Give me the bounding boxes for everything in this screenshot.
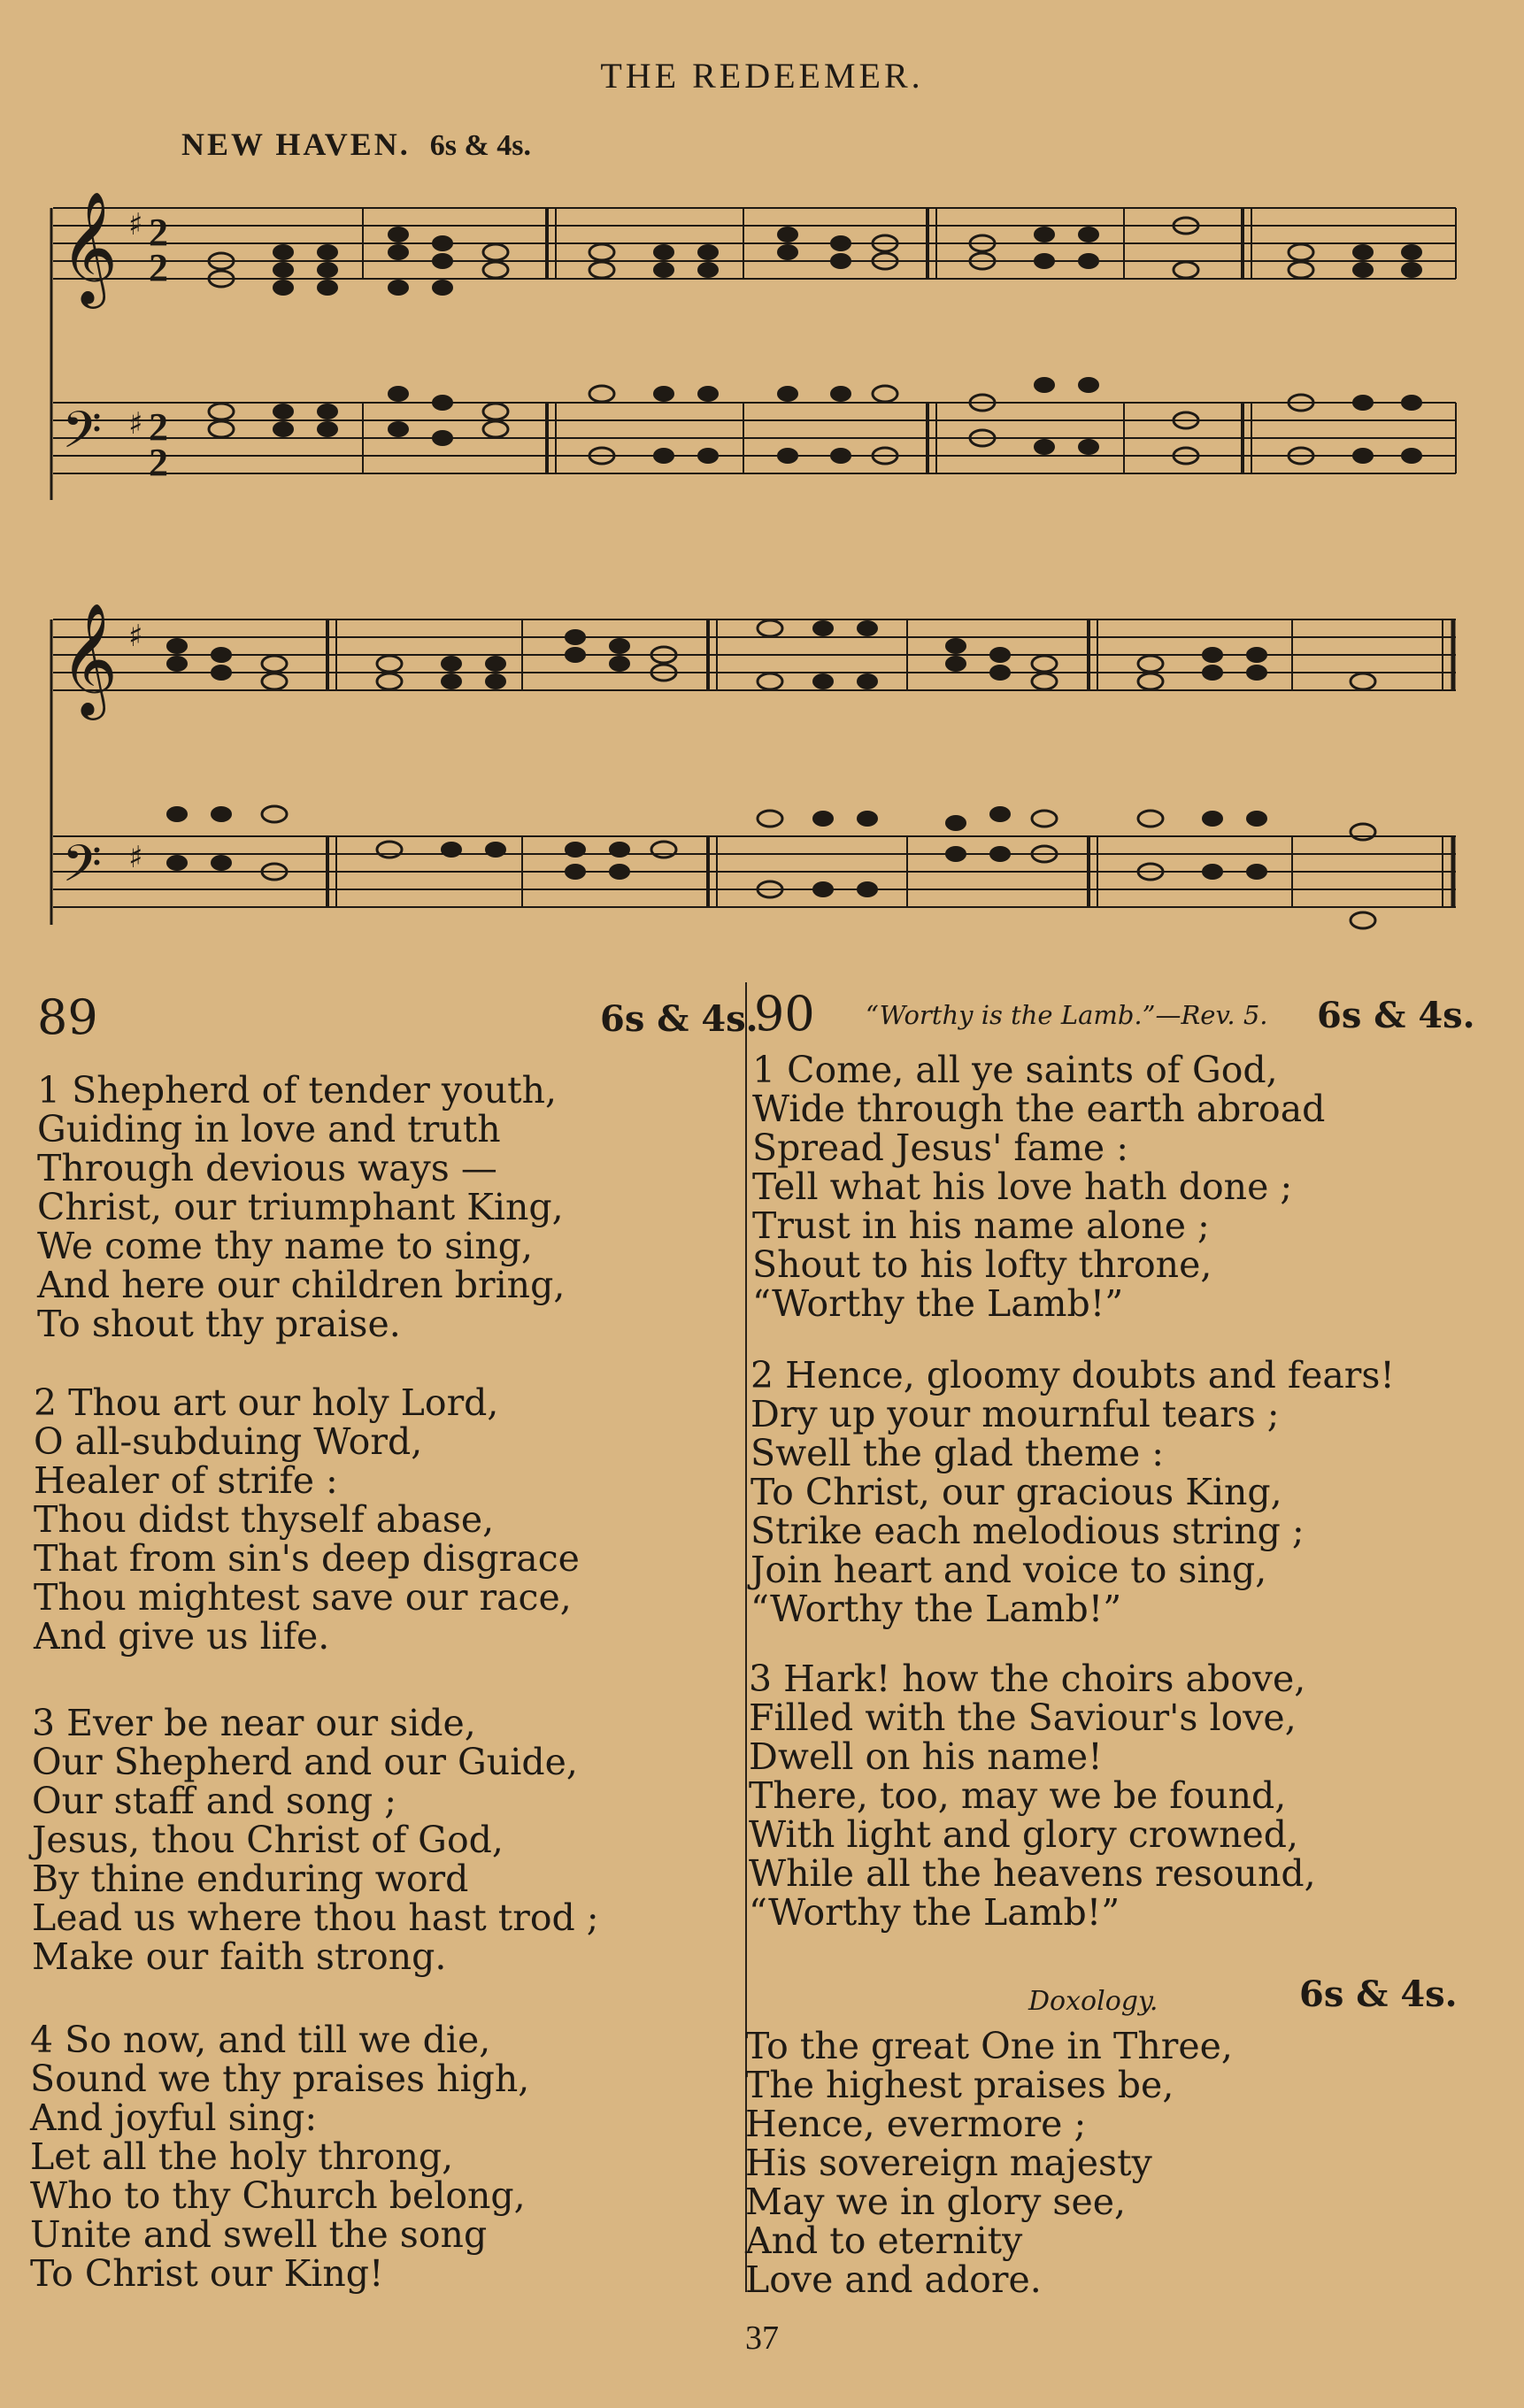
hymn-89-stanza-2 [34, 1383, 580, 1656]
verse-line: Through devious ways — [37, 1147, 497, 1189]
verse-line: Wide through the earth abroad [752, 1088, 1326, 1130]
doxology-title: Doxology. [1028, 1986, 1158, 2017]
hymn-90-stanza-2 [750, 1356, 1395, 1628]
verse-line: To Christ our King! [30, 2252, 384, 2295]
verse-line: 4 So now, and till we die, [30, 2019, 491, 2061]
treble-clef-icon: 𝄞 [60, 190, 119, 304]
verse-line: Spread Jesus' fame : [752, 1127, 1129, 1169]
sharp-icon: ♯ [128, 406, 143, 442]
bass-clef-icon: 𝄢 [62, 834, 103, 906]
verse-line: Dwell on his name! [749, 1735, 1103, 1778]
running-head: THE REDEEMER. [600, 56, 924, 96]
time-signature-top: 2 [149, 405, 168, 449]
verse-line: May we in glory see, [745, 2181, 1126, 2223]
verse-line: Filled with the Saviour's love, [749, 1696, 1297, 1739]
bass-staff [53, 403, 1456, 473]
verse-line: Tell what his love hath done ; [752, 1166, 1293, 1208]
verse-line: O all-subduing Word, [34, 1420, 423, 1463]
verse-line: We come thy name to sing, [37, 1225, 534, 1267]
verse-line: “Worthy the Lamb!” [752, 1282, 1124, 1325]
verse-line: Guiding in love and truth [37, 1108, 501, 1150]
treble-clef-icon: 𝄞 [60, 602, 119, 715]
verse-line: To shout thy praise. [37, 1303, 401, 1345]
verse-line: 2 Thou art our holy Lord, [34, 1381, 499, 1424]
verse-line: “Worthy the Lamb!” [750, 1588, 1122, 1630]
verse-line: 2 Hence, gloomy doubts and fears! [750, 1354, 1395, 1396]
doxology-text [745, 2027, 1233, 2299]
tune-name: NEW HAVEN. [181, 127, 411, 162]
tune-meter: 6s & 4s. [429, 129, 532, 162]
verse-line: Lead us where thou hast trod ; [32, 1896, 599, 1939]
hymn-90-meter: 6s & 4s. [1317, 995, 1475, 1036]
verse-line: The highest praises be, [745, 2064, 1174, 2106]
hymn-90-stanza-1 [752, 1050, 1325, 1323]
sharp-icon: ♯ [128, 840, 143, 875]
hymn-90-stanza-3 [749, 1659, 1316, 1932]
page-number: 37 [745, 2320, 779, 2357]
verse-line: Our Shepherd and our Guide, [32, 1741, 578, 1783]
verse-line: With light and glory crowned, [749, 1813, 1299, 1856]
verse-line: Unite and swell the song [30, 2213, 488, 2256]
verse-line: 1 Shepherd of tender youth, [37, 1069, 558, 1112]
tune-heading [181, 126, 531, 163]
verse-line: Trust in his name alone ; [752, 1204, 1210, 1247]
verse-line: And here our children bring, [37, 1264, 566, 1306]
verse-line: Sound we thy praises high, [30, 2058, 530, 2100]
hymn-89-stanza-1 [37, 1071, 565, 1343]
verse-line: 1 Come, all ye saints of God, [752, 1049, 1278, 1091]
treble-staff [53, 208, 1456, 279]
verse-line: And give us life. [34, 1615, 330, 1658]
music-system-2 [44, 566, 1460, 947]
verse-line: Let all the holy throng, [30, 2135, 454, 2178]
verse-line: Love and adore. [745, 2258, 1042, 2301]
verse-line: Hence, evermore ; [745, 2103, 1087, 2145]
verse-line: His sovereign majesty [745, 2142, 1152, 2184]
sharp-icon: ♯ [128, 207, 143, 242]
hymn-89-stanza-4 [30, 2020, 529, 2293]
verse-line: Who to thy Church belong, [30, 2174, 526, 2217]
verse-line: Thou mightest save our race, [34, 1576, 572, 1619]
verse-line: By thine enduring word [32, 1858, 469, 1900]
verse-line: There, too, may we be found, [749, 1774, 1287, 1817]
verse-line: Our staff and song ; [32, 1780, 397, 1822]
bass-clef-icon: 𝄢 [62, 400, 103, 473]
bass-staff [53, 836, 1456, 907]
verse-line: Christ, our triumphant King, [37, 1186, 564, 1228]
time-signature-bottom: 2 [149, 441, 168, 484]
verse-line: Dry up your mournful tears ; [750, 1393, 1280, 1435]
hymn-89-meter: 6s & 4s. [600, 998, 758, 1040]
verse-line: That from sin's deep disgrace [34, 1537, 580, 1580]
verse-line: 3 Hark! how the choirs above, [749, 1658, 1306, 1700]
hymn-89-number: 89 [37, 989, 98, 1045]
verse-line: Healer of strife : [34, 1459, 338, 1502]
music-system-1 [44, 181, 1460, 522]
verse-line: Make our faith strong. [32, 1935, 447, 1978]
verse-line: To the great One in Three, [745, 2025, 1233, 2067]
notes-system-2 [167, 620, 1375, 928]
hymn-90-number: 90 [754, 986, 815, 1042]
verse-line: Swell the glad theme : [750, 1432, 1165, 1474]
doxology-meter: 6s & 4s. [1299, 1973, 1458, 2015]
verse-line: To Christ, our gracious King, [750, 1471, 1282, 1513]
verse-line: “Worthy the Lamb!” [749, 1891, 1120, 1934]
verse-line: Join heart and voice to sing, [750, 1549, 1267, 1591]
time-signature-top: 2 [149, 211, 168, 254]
verse-line: While all the heavens resound, [749, 1852, 1316, 1895]
verse-line: Shout to his lofty throne, [752, 1243, 1212, 1286]
notes-system-1 [209, 218, 1421, 464]
verse-line: 3 Ever be near our side, [32, 1702, 476, 1744]
sharp-icon: ♯ [128, 619, 143, 654]
hymn-89-stanza-3 [32, 1704, 599, 1976]
verse-line: Thou didst thyself abase, [34, 1498, 495, 1541]
verse-line: And joyful sing: [30, 2096, 318, 2139]
verse-line: And to eternity [745, 2220, 1023, 2262]
verse-line: Jesus, thou Christ of God, [32, 1819, 504, 1861]
verse-line: Strike each melodious string ; [750, 1510, 1305, 1552]
hymn-90-attribution: “Worthy is the Lamb.”—Rev. 5. [866, 1000, 1268, 1030]
time-signature-bottom: 2 [149, 246, 168, 289]
